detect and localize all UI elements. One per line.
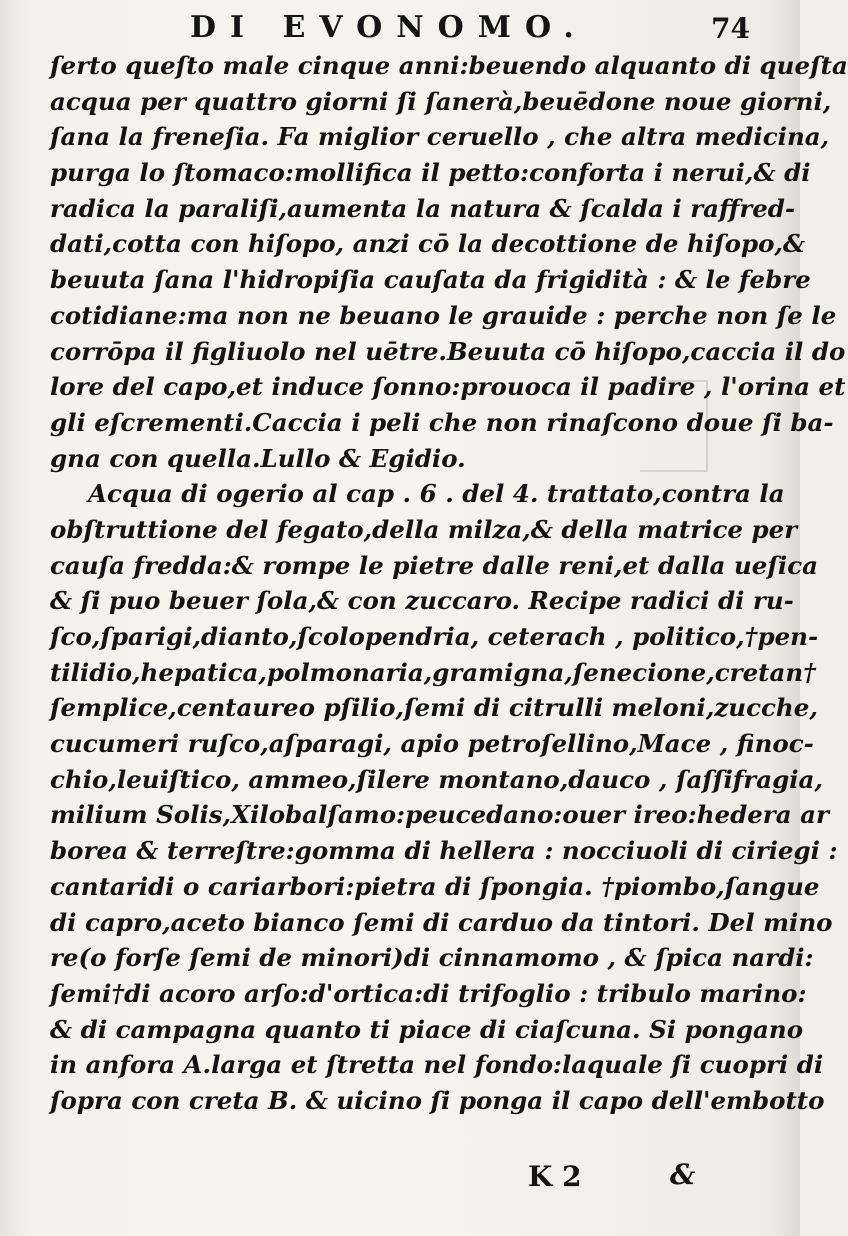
body-text bbox=[50, 48, 848, 1119]
text-line: di capro,aceto bianco ſemi di carduo da tintori. Del mino bbox=[50, 907, 833, 937]
page-number: 74 bbox=[711, 12, 750, 45]
text-line: lore del capo,et induce ſonno:prouoca il padire , l'orina et bbox=[50, 372, 846, 402]
text-line: dati,cotta con hiſopo, anzi cō la decottione de hiſopo,& bbox=[50, 229, 806, 259]
text-line-paragraph-start: Acqua di ogerio al cap . 6 . del 4. trattato,contra la bbox=[88, 479, 785, 509]
text-line: corrōpa il figliuolo nel uētre.Beuuta cō hiſopo,caccia il do bbox=[50, 336, 846, 366]
text-line: gna con quella.Lullo & Egidio. bbox=[50, 443, 466, 473]
text-line: acqua per quattro giorni ſi ſanerà,beuēdone noue giorni, bbox=[50, 86, 832, 116]
text-line: ſerto queſto male cinque anni:beuendo alquanto di queſta bbox=[50, 51, 848, 80]
text-line: tilidio,hepatica,polmonaria,gramigna,ſenecione,cretan† bbox=[50, 657, 816, 687]
text-line: ſopra con creta B. & uicino ſi ponga il capo dell'embotto bbox=[50, 1085, 825, 1115]
text-line: cucumeri ruſco,aſparagi, apio petroſellino,Mace , finoc- bbox=[50, 729, 814, 759]
text-line: cotidiane:ma non ne beuano le grauide : perche non ſe le bbox=[50, 300, 837, 330]
text-line: cantaridi o cariarbori:pietra di ſpongia. †piombo,ſangue bbox=[50, 871, 820, 901]
text-line: ſco,ſparigi,dianto,ſcolopendria, ceterach , politico,†pen- bbox=[50, 622, 819, 651]
text-line: cauſa fredda:& rompe le pietre dalle reni,et dalla ueſica bbox=[50, 550, 819, 580]
text-line: gli eſcrementi.Caccia i peli che non rinaſcono doue ſi ba- bbox=[50, 407, 834, 437]
text-line: borea & terreſtre:gomma di hellera : nocciuoli di ciriegi : bbox=[50, 836, 838, 866]
text-line: chio,leuiſtico, ammeo,ſilere montano,dauco , ſaſſifragia, bbox=[50, 764, 823, 794]
text-line: in anfora A.larga et ſtretta nel fondo:laquale ſi cuopri di bbox=[50, 1050, 824, 1080]
page-header bbox=[190, 10, 750, 50]
text-line: purga lo ſtomaco:mollifica il petto:conforta i nerui,& di bbox=[50, 158, 811, 188]
text-line: & di campagna quanto ti piace di ciaſcuna. Si pongano bbox=[50, 1014, 804, 1044]
text-line: beuuta ſana l'hidropiſia cauſata da frigidità : & le febre bbox=[50, 265, 811, 295]
running-head: DI EVONOMO. bbox=[190, 10, 588, 45]
text-line: ſemi†di acoro arſo:d'ortica:di trifoglio : tribulo marino: bbox=[50, 978, 807, 1008]
text-line: re(o forſe ſemi de minori)di cinnamomo , & ſpica nardi: bbox=[50, 943, 814, 973]
catchword: & bbox=[670, 1158, 696, 1191]
text-line: milium Solis,Xilobalſamo:peucedano:ouer ireo:hedera ar bbox=[50, 800, 829, 830]
text-line: ſemplice,centaureo pſilio,ſemi di citrulli meloni,zucche, bbox=[50, 693, 818, 723]
text-line: radica la paraliſi,aumenta la natura & ſcalda i raffred- bbox=[50, 193, 796, 223]
text-line: obſtruttione del fegato,della milza,& della matrice per bbox=[50, 514, 798, 544]
signature-mark: K 2 bbox=[528, 1160, 582, 1193]
page-footer bbox=[520, 1160, 720, 1200]
text-line: ſana la freneſia. Fa miglior ceruello , che altra medicina, bbox=[50, 122, 830, 152]
text-line: & ſi puo beuer ſola,& con zuccaro. Recipe radici di ru- bbox=[50, 586, 794, 616]
